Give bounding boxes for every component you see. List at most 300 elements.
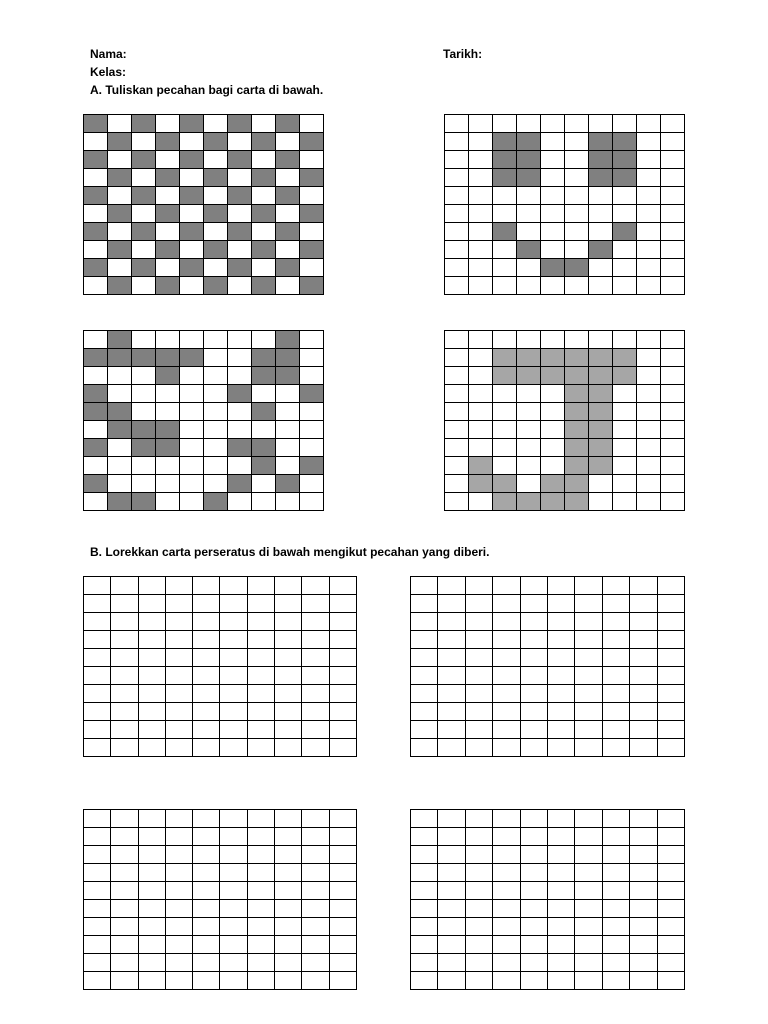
- grid-cell[interactable]: [166, 954, 193, 972]
- grid-cell[interactable]: [438, 649, 465, 667]
- grid-cell[interactable]: [193, 828, 220, 846]
- grid-cell[interactable]: [438, 810, 465, 828]
- grid-cell[interactable]: [548, 667, 575, 685]
- grid-cell[interactable]: [166, 721, 193, 739]
- grid-cell[interactable]: [548, 828, 575, 846]
- grid-cell[interactable]: [275, 721, 302, 739]
- grid-cell[interactable]: [220, 739, 247, 757]
- grid-cell[interactable]: [84, 667, 111, 685]
- grid-cell[interactable]: [548, 810, 575, 828]
- grid-cell[interactable]: [630, 631, 657, 649]
- grid-cell[interactable]: [166, 846, 193, 864]
- grid-cell[interactable]: [603, 882, 630, 900]
- section-b-chart-1[interactable]: [83, 576, 357, 757]
- grid-cell[interactable]: [521, 613, 548, 631]
- grid-cell[interactable]: [603, 900, 630, 918]
- grid-cell[interactable]: [111, 846, 138, 864]
- grid-cell[interactable]: [139, 882, 166, 900]
- grid-cell[interactable]: [220, 631, 247, 649]
- grid-cell[interactable]: [248, 703, 275, 721]
- grid-cell[interactable]: [166, 739, 193, 757]
- grid-cell[interactable]: [193, 739, 220, 757]
- grid-cell[interactable]: [220, 613, 247, 631]
- grid-cell[interactable]: [330, 577, 357, 595]
- grid-cell[interactable]: [275, 577, 302, 595]
- grid-cell[interactable]: [302, 703, 329, 721]
- grid-cell[interactable]: [521, 703, 548, 721]
- grid-cell[interactable]: [139, 936, 166, 954]
- grid-cell[interactable]: [575, 864, 602, 882]
- grid-cell[interactable]: [248, 918, 275, 936]
- grid-cell[interactable]: [84, 595, 111, 613]
- grid-cell[interactable]: [84, 864, 111, 882]
- grid-cell[interactable]: [603, 936, 630, 954]
- grid-cell[interactable]: [548, 613, 575, 631]
- grid-cell[interactable]: [466, 649, 493, 667]
- grid-cell[interactable]: [603, 846, 630, 864]
- grid-cell[interactable]: [466, 936, 493, 954]
- grid-cell[interactable]: [658, 649, 685, 667]
- grid-cell[interactable]: [302, 882, 329, 900]
- grid-cell[interactable]: [166, 577, 193, 595]
- grid-cell[interactable]: [139, 667, 166, 685]
- grid-cell[interactable]: [575, 595, 602, 613]
- grid-cell[interactable]: [248, 577, 275, 595]
- grid-cell[interactable]: [111, 972, 138, 990]
- grid-cell[interactable]: [193, 954, 220, 972]
- grid-cell[interactable]: [166, 918, 193, 936]
- grid-cell[interactable]: [548, 900, 575, 918]
- grid-cell[interactable]: [84, 828, 111, 846]
- grid-cell[interactable]: [658, 631, 685, 649]
- grid-cell[interactable]: [220, 864, 247, 882]
- grid-cell[interactable]: [111, 631, 138, 649]
- grid-cell[interactable]: [111, 900, 138, 918]
- grid-cell[interactable]: [493, 846, 520, 864]
- grid-cell[interactable]: [220, 721, 247, 739]
- grid-cell[interactable]: [630, 900, 657, 918]
- grid-cell[interactable]: [220, 846, 247, 864]
- grid-cell[interactable]: [438, 900, 465, 918]
- grid-cell[interactable]: [575, 685, 602, 703]
- grid-cell[interactable]: [330, 649, 357, 667]
- grid-cell[interactable]: [493, 721, 520, 739]
- grid-cell[interactable]: [630, 828, 657, 846]
- grid-cell[interactable]: [248, 864, 275, 882]
- grid-cell[interactable]: [575, 936, 602, 954]
- grid-cell[interactable]: [603, 954, 630, 972]
- grid-cell[interactable]: [438, 936, 465, 954]
- grid-cell[interactable]: [411, 918, 438, 936]
- grid-cell[interactable]: [438, 613, 465, 631]
- grid-cell[interactable]: [521, 918, 548, 936]
- grid-cell[interactable]: [548, 936, 575, 954]
- grid-cell[interactable]: [603, 810, 630, 828]
- grid-cell[interactable]: [658, 685, 685, 703]
- grid-cell[interactable]: [630, 882, 657, 900]
- grid-cell[interactable]: [139, 954, 166, 972]
- grid-cell[interactable]: [466, 739, 493, 757]
- grid-cell[interactable]: [166, 595, 193, 613]
- grid-cell[interactable]: [275, 739, 302, 757]
- grid-cell[interactable]: [84, 721, 111, 739]
- grid-cell[interactable]: [84, 685, 111, 703]
- grid-cell[interactable]: [330, 828, 357, 846]
- grid-cell[interactable]: [411, 846, 438, 864]
- grid-cell[interactable]: [302, 739, 329, 757]
- grid-cell[interactable]: [493, 864, 520, 882]
- grid-cell[interactable]: [166, 685, 193, 703]
- grid-cell[interactable]: [166, 810, 193, 828]
- grid-cell[interactable]: [275, 900, 302, 918]
- grid-cell[interactable]: [248, 846, 275, 864]
- grid-cell[interactable]: [630, 577, 657, 595]
- grid-cell[interactable]: [275, 595, 302, 613]
- grid-cell[interactable]: [302, 667, 329, 685]
- grid-cell[interactable]: [548, 954, 575, 972]
- grid-cell[interactable]: [330, 936, 357, 954]
- grid-cell[interactable]: [330, 739, 357, 757]
- grid-cell[interactable]: [493, 631, 520, 649]
- grid-cell[interactable]: [466, 685, 493, 703]
- grid-cell[interactable]: [330, 972, 357, 990]
- grid-cell[interactable]: [603, 595, 630, 613]
- grid-cell[interactable]: [658, 846, 685, 864]
- grid-cell[interactable]: [330, 595, 357, 613]
- grid-cell[interactable]: [139, 595, 166, 613]
- grid-cell[interactable]: [603, 918, 630, 936]
- grid-cell[interactable]: [275, 613, 302, 631]
- grid-cell[interactable]: [411, 667, 438, 685]
- grid-cell[interactable]: [248, 954, 275, 972]
- grid-cell[interactable]: [139, 721, 166, 739]
- grid-cell[interactable]: [658, 721, 685, 739]
- grid-cell[interactable]: [658, 577, 685, 595]
- grid-cell[interactable]: [302, 864, 329, 882]
- grid-cell[interactable]: [521, 972, 548, 990]
- grid-cell[interactable]: [466, 703, 493, 721]
- grid-cell[interactable]: [658, 613, 685, 631]
- grid-cell[interactable]: [84, 577, 111, 595]
- grid-cell[interactable]: [411, 936, 438, 954]
- grid-cell[interactable]: [111, 810, 138, 828]
- grid-cell[interactable]: [658, 739, 685, 757]
- grid-cell[interactable]: [575, 577, 602, 595]
- grid-cell[interactable]: [302, 846, 329, 864]
- grid-cell[interactable]: [275, 685, 302, 703]
- grid-cell[interactable]: [220, 936, 247, 954]
- grid-cell[interactable]: [84, 972, 111, 990]
- grid-cell[interactable]: [275, 972, 302, 990]
- grid-cell[interactable]: [438, 721, 465, 739]
- grid-cell[interactable]: [193, 918, 220, 936]
- grid-cell[interactable]: [302, 954, 329, 972]
- grid-cell[interactable]: [548, 846, 575, 864]
- grid-cell[interactable]: [275, 649, 302, 667]
- grid-cell[interactable]: [330, 954, 357, 972]
- grid-cell[interactable]: [166, 882, 193, 900]
- grid-cell[interactable]: [248, 685, 275, 703]
- grid-cell[interactable]: [84, 846, 111, 864]
- grid-cell[interactable]: [411, 739, 438, 757]
- grid-cell[interactable]: [521, 685, 548, 703]
- grid-cell[interactable]: [466, 595, 493, 613]
- grid-cell[interactable]: [248, 810, 275, 828]
- grid-cell[interactable]: [302, 828, 329, 846]
- grid-cell[interactable]: [330, 900, 357, 918]
- grid-cell[interactable]: [493, 810, 520, 828]
- grid-cell[interactable]: [411, 685, 438, 703]
- grid-cell[interactable]: [111, 918, 138, 936]
- grid-cell[interactable]: [275, 703, 302, 721]
- grid-cell[interactable]: [603, 667, 630, 685]
- grid-cell[interactable]: [220, 918, 247, 936]
- grid-cell[interactable]: [139, 739, 166, 757]
- grid-cell[interactable]: [466, 631, 493, 649]
- grid-cell[interactable]: [139, 828, 166, 846]
- grid-cell[interactable]: [630, 918, 657, 936]
- grid-cell[interactable]: [603, 613, 630, 631]
- grid-cell[interactable]: [330, 721, 357, 739]
- grid-cell[interactable]: [575, 667, 602, 685]
- grid-cell[interactable]: [84, 649, 111, 667]
- grid-cell[interactable]: [248, 649, 275, 667]
- grid-cell[interactable]: [603, 703, 630, 721]
- section-b-chart-3[interactable]: [83, 809, 357, 990]
- grid-cell[interactable]: [411, 649, 438, 667]
- grid-cell[interactable]: [466, 810, 493, 828]
- grid-cell[interactable]: [193, 685, 220, 703]
- grid-cell[interactable]: [84, 918, 111, 936]
- grid-cell[interactable]: [220, 900, 247, 918]
- grid-cell[interactable]: [630, 846, 657, 864]
- grid-cell[interactable]: [548, 918, 575, 936]
- grid-cell[interactable]: [248, 613, 275, 631]
- grid-cell[interactable]: [275, 667, 302, 685]
- grid-cell[interactable]: [438, 595, 465, 613]
- grid-cell[interactable]: [575, 918, 602, 936]
- grid-cell[interactable]: [111, 882, 138, 900]
- grid-cell[interactable]: [521, 882, 548, 900]
- grid-cell[interactable]: [248, 900, 275, 918]
- grid-cell[interactable]: [139, 810, 166, 828]
- grid-cell[interactable]: [630, 667, 657, 685]
- grid-cell[interactable]: [248, 739, 275, 757]
- grid-cell[interactable]: [302, 685, 329, 703]
- grid-cell[interactable]: [658, 810, 685, 828]
- grid-cell[interactable]: [658, 972, 685, 990]
- grid-cell[interactable]: [575, 703, 602, 721]
- grid-cell[interactable]: [220, 954, 247, 972]
- grid-cell[interactable]: [438, 703, 465, 721]
- grid-cell[interactable]: [411, 810, 438, 828]
- grid-cell[interactable]: [302, 900, 329, 918]
- grid-cell[interactable]: [275, 936, 302, 954]
- grid-cell[interactable]: [166, 864, 193, 882]
- grid-cell[interactable]: [630, 954, 657, 972]
- grid-cell[interactable]: [493, 649, 520, 667]
- grid-cell[interactable]: [302, 936, 329, 954]
- grid-cell[interactable]: [193, 577, 220, 595]
- grid-cell[interactable]: [630, 613, 657, 631]
- grid-cell[interactable]: [166, 667, 193, 685]
- grid-cell[interactable]: [466, 667, 493, 685]
- grid-cell[interactable]: [466, 846, 493, 864]
- grid-cell[interactable]: [630, 595, 657, 613]
- grid-cell[interactable]: [330, 810, 357, 828]
- grid-cell[interactable]: [411, 613, 438, 631]
- grid-cell[interactable]: [111, 649, 138, 667]
- grid-cell[interactable]: [575, 846, 602, 864]
- grid-cell[interactable]: [111, 577, 138, 595]
- grid-cell[interactable]: [493, 667, 520, 685]
- grid-cell[interactable]: [411, 882, 438, 900]
- grid-cell[interactable]: [220, 882, 247, 900]
- grid-cell[interactable]: [193, 846, 220, 864]
- grid-cell[interactable]: [575, 972, 602, 990]
- grid-cell[interactable]: [275, 631, 302, 649]
- grid-cell[interactable]: [220, 577, 247, 595]
- grid-cell[interactable]: [411, 828, 438, 846]
- grid-cell[interactable]: [411, 631, 438, 649]
- grid-cell[interactable]: [220, 685, 247, 703]
- grid-cell[interactable]: [548, 972, 575, 990]
- grid-cell[interactable]: [466, 918, 493, 936]
- grid-cell[interactable]: [111, 721, 138, 739]
- grid-cell[interactable]: [603, 631, 630, 649]
- grid-cell[interactable]: [330, 685, 357, 703]
- grid-cell[interactable]: [493, 613, 520, 631]
- grid-cell[interactable]: [493, 685, 520, 703]
- grid-cell[interactable]: [139, 900, 166, 918]
- grid-cell[interactable]: [548, 739, 575, 757]
- grid-cell[interactable]: [493, 739, 520, 757]
- grid-cell[interactable]: [166, 972, 193, 990]
- section-b-chart-2[interactable]: [410, 576, 685, 757]
- grid-cell[interactable]: [575, 739, 602, 757]
- grid-cell[interactable]: [658, 954, 685, 972]
- grid-cell[interactable]: [603, 864, 630, 882]
- grid-cell[interactable]: [111, 739, 138, 757]
- grid-cell[interactable]: [548, 649, 575, 667]
- grid-cell[interactable]: [302, 631, 329, 649]
- grid-cell[interactable]: [521, 631, 548, 649]
- grid-cell[interactable]: [493, 936, 520, 954]
- grid-cell[interactable]: [139, 577, 166, 595]
- grid-cell[interactable]: [220, 649, 247, 667]
- grid-cell[interactable]: [302, 595, 329, 613]
- grid-cell[interactable]: [111, 828, 138, 846]
- grid-cell[interactable]: [630, 739, 657, 757]
- grid-cell[interactable]: [521, 810, 548, 828]
- grid-cell[interactable]: [521, 667, 548, 685]
- grid-cell[interactable]: [630, 721, 657, 739]
- grid-cell[interactable]: [630, 685, 657, 703]
- grid-cell[interactable]: [302, 649, 329, 667]
- grid-cell[interactable]: [139, 846, 166, 864]
- grid-cell[interactable]: [193, 864, 220, 882]
- grid-cell[interactable]: [493, 900, 520, 918]
- grid-cell[interactable]: [658, 667, 685, 685]
- grid-cell[interactable]: [411, 703, 438, 721]
- grid-cell[interactable]: [658, 882, 685, 900]
- grid-cell[interactable]: [166, 649, 193, 667]
- grid-cell[interactable]: [575, 900, 602, 918]
- grid-cell[interactable]: [275, 882, 302, 900]
- grid-cell[interactable]: [575, 631, 602, 649]
- grid-cell[interactable]: [220, 810, 247, 828]
- grid-cell[interactable]: [166, 900, 193, 918]
- grid-cell[interactable]: [330, 864, 357, 882]
- grid-cell[interactable]: [521, 900, 548, 918]
- grid-cell[interactable]: [193, 900, 220, 918]
- grid-cell[interactable]: [139, 685, 166, 703]
- grid-cell[interactable]: [575, 828, 602, 846]
- grid-cell[interactable]: [466, 882, 493, 900]
- grid-cell[interactable]: [248, 882, 275, 900]
- grid-cell[interactable]: [111, 685, 138, 703]
- grid-cell[interactable]: [521, 649, 548, 667]
- grid-cell[interactable]: [658, 918, 685, 936]
- grid-cell[interactable]: [275, 810, 302, 828]
- grid-cell[interactable]: [84, 936, 111, 954]
- grid-cell[interactable]: [493, 972, 520, 990]
- grid-cell[interactable]: [493, 828, 520, 846]
- grid-cell[interactable]: [411, 972, 438, 990]
- grid-cell[interactable]: [438, 631, 465, 649]
- grid-cell[interactable]: [111, 595, 138, 613]
- grid-cell[interactable]: [166, 828, 193, 846]
- grid-cell[interactable]: [193, 595, 220, 613]
- grid-cell[interactable]: [575, 954, 602, 972]
- grid-cell[interactable]: [139, 703, 166, 721]
- grid-cell[interactable]: [466, 613, 493, 631]
- grid-cell[interactable]: [275, 846, 302, 864]
- grid-cell[interactable]: [139, 649, 166, 667]
- grid-cell[interactable]: [111, 667, 138, 685]
- grid-cell[interactable]: [438, 577, 465, 595]
- grid-cell[interactable]: [193, 936, 220, 954]
- grid-cell[interactable]: [658, 900, 685, 918]
- grid-cell[interactable]: [438, 972, 465, 990]
- grid-cell[interactable]: [630, 649, 657, 667]
- grid-cell[interactable]: [330, 667, 357, 685]
- grid-cell[interactable]: [166, 631, 193, 649]
- grid-cell[interactable]: [330, 918, 357, 936]
- grid-cell[interactable]: [521, 864, 548, 882]
- grid-cell[interactable]: [302, 918, 329, 936]
- grid-cell[interactable]: [603, 577, 630, 595]
- grid-cell[interactable]: [630, 972, 657, 990]
- grid-cell[interactable]: [521, 828, 548, 846]
- grid-cell[interactable]: [603, 649, 630, 667]
- grid-cell[interactable]: [603, 972, 630, 990]
- grid-cell[interactable]: [302, 810, 329, 828]
- grid-cell[interactable]: [438, 667, 465, 685]
- grid-cell[interactable]: [111, 613, 138, 631]
- grid-cell[interactable]: [466, 900, 493, 918]
- grid-cell[interactable]: [438, 739, 465, 757]
- grid-cell[interactable]: [248, 936, 275, 954]
- grid-cell[interactable]: [521, 936, 548, 954]
- grid-cell[interactable]: [220, 828, 247, 846]
- grid-cell[interactable]: [275, 828, 302, 846]
- grid-cell[interactable]: [493, 577, 520, 595]
- grid-cell[interactable]: [438, 828, 465, 846]
- grid-cell[interactable]: [575, 613, 602, 631]
- grid-cell[interactable]: [466, 577, 493, 595]
- grid-cell[interactable]: [603, 685, 630, 703]
